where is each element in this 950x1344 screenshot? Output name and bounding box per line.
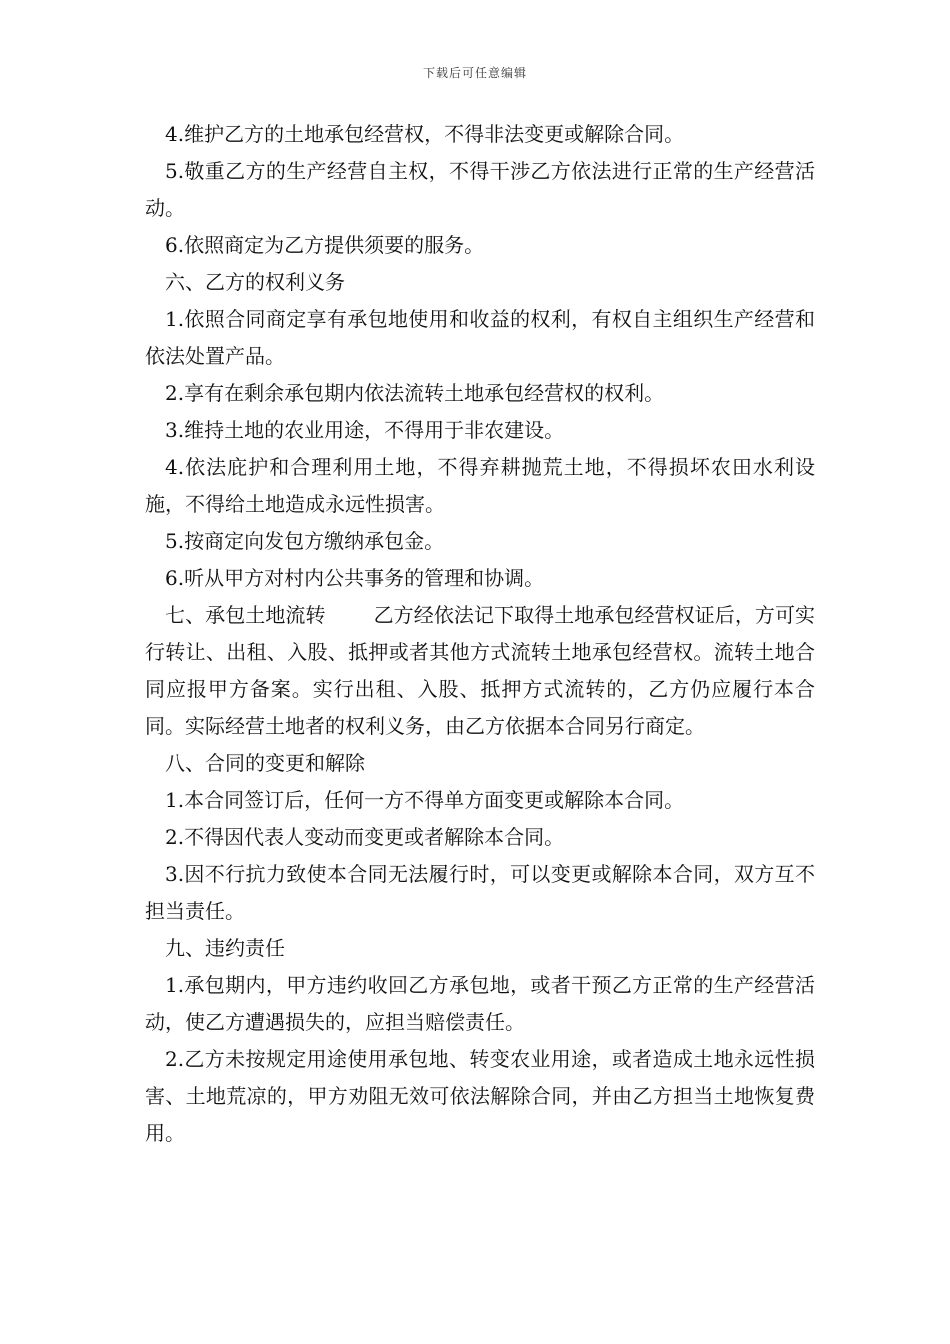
clause-paragraph: 6.依照商定为乙方提供须要的服务。 bbox=[165, 233, 485, 257]
clause-paragraph: 4.维护乙方的土地承包经营权，不得非法变更或解除合同。 bbox=[165, 122, 685, 146]
clause-paragraph: 1.本合同签订后，任何一方不得单方面变更或解除本合同。 bbox=[165, 788, 685, 812]
section-7-body: 乙方经依法记下取得土地承包经营权证后，方可实行转让、出租、入股、抵押或者其他方式流转土地承包经营权。流转土地合同应报甲方备案。实行出租、入股、抵押方式流转的，乙方仍应履行本合同。实际经营土地者的权利义务，由乙方依据本合同另行商定。 bbox=[145, 603, 816, 738]
clause-paragraph: 2.享有在剩余承包期内依法流转土地承包经营权的权利。 bbox=[165, 381, 665, 405]
clause-paragraph: 3.因不行抗力致使本合同无法履行时，可以变更或解除本合同，双方互不担当责任。 bbox=[145, 862, 815, 923]
section-heading: 八、合同的变更和解除 bbox=[165, 751, 365, 775]
clause-paragraph: 5.按商定向发包方缴纳承包金。 bbox=[165, 529, 445, 553]
section-heading: 七、承包土地流转 bbox=[165, 603, 326, 627]
clause-paragraph: 1.依照合同商定享有承包地使用和收益的权利，有权自主组织生产经营和依法处置产品。 bbox=[145, 307, 815, 368]
section-7-paragraph bbox=[145, 597, 815, 745]
clause-paragraph: 2.乙方未按规定用途使用承包地、转变农业用途，或者造成土地永远性损害、土地荒凉的，甲方劝阻无效可依法解除合同，并由乙方担当土地恢复费用。 bbox=[145, 1047, 815, 1145]
clause-paragraph: 5.敬重乙方的生产经营自主权，不得干涉乙方依法进行正常的生产经营活动。 bbox=[145, 159, 815, 220]
section-heading: 六、乙方的权利义务 bbox=[165, 270, 345, 294]
clause-paragraph: 6.听从甲方对村内公共事务的管理和协调。 bbox=[165, 566, 545, 590]
clause-paragraph: 4.依法庇护和合理利用土地，不得弃耕抛荒土地，不得损坏农田水利设施，不得给土地造成永远性损害。 bbox=[145, 455, 815, 516]
document-body bbox=[145, 116, 815, 1152]
clause-paragraph: 2.不得因代表人变动而变更或者解除本合同。 bbox=[165, 825, 565, 849]
clause-paragraph: 3.维持土地的农业用途，不得用于非农建设。 bbox=[165, 418, 565, 442]
clause-paragraph: 1.承包期内，甲方违约收回乙方承包地，或者干预乙方正常的生产经营活动，使乙方遭遇损失的，应担当赔偿责任。 bbox=[145, 973, 815, 1034]
page-header-note: 下载后可任意编辑 bbox=[422, 66, 527, 80]
section-heading: 九、违约责任 bbox=[165, 936, 285, 960]
